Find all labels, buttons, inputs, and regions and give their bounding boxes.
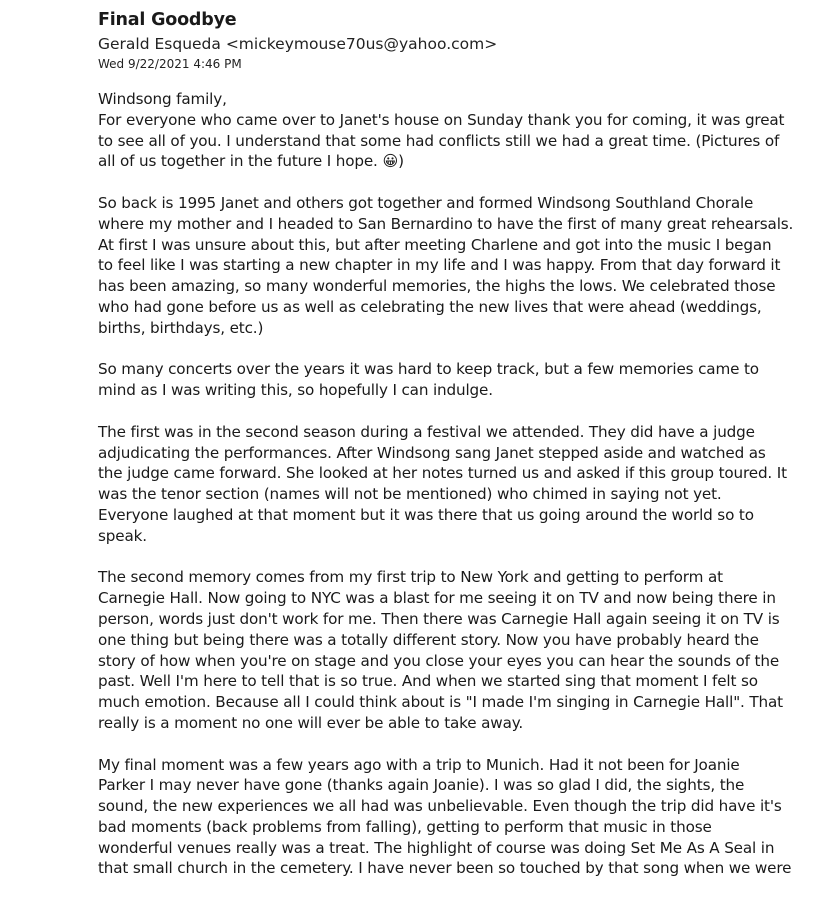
email-body	[98, 89, 794, 879]
body-line: much emotion. Because all I could think about is "I made I'm singing in Carnegie Hall". That	[98, 693, 783, 712]
body-line: At first I was unsure about this, but after meeting Charlene and got into the music I began	[98, 235, 772, 254]
body-line: past. Well I'm here to tell that is so true. And when we started sing that moment I felt so	[98, 672, 758, 691]
body-line: to feel like I was starting a new chapter in my life and I was happy. From that day forward it	[98, 256, 781, 275]
body-line: one thing but being there was a totally different story. Now you have probably heard the	[98, 630, 759, 649]
body-line: The first was in the second season during a festival we attended. They did have a judge	[98, 422, 755, 441]
email-sender[interactable]: Gerald Esqueda <mickeymouse70us@yahoo.com>	[98, 35, 498, 53]
body-line: Parker I may never have gone (thanks again Joanie). I was so glad I did, the sights, the	[98, 776, 745, 795]
body-line: births, birthdays, etc.)	[98, 318, 264, 337]
paragraph-founding	[98, 193, 794, 339]
body-line: mind as I was writing this, so hopefully I can indulge.	[98, 381, 493, 400]
body-line: all of us together in the future I hope. 😀)	[98, 152, 404, 171]
email-message	[98, 8, 794, 900]
greeting-line: Windsong family,	[98, 90, 227, 108]
paragraph-second-memory	[98, 567, 783, 733]
body-line: sound, the new experiences we all had was unbelievable. Even though the trip did have it's	[98, 797, 782, 816]
body-line: person, words just don't work for me. Then there was Carnegie Hall again seeing it on TV is	[98, 609, 780, 628]
body-line: the judge came forward. She looked at her notes turned us and asked if this group toured. It	[98, 464, 787, 483]
body-line: was the tenor section (names will not be mentioned) who chimed in saying not yet.	[98, 485, 722, 504]
email-date: Wed 9/22/2021 4:46 PM	[98, 57, 242, 71]
body-line: bad moments (back problems from falling), getting to perform that music in those	[98, 817, 712, 836]
body-line: story of how when you're on stage and you close your eyes you can hear the sounds of the	[98, 651, 780, 670]
body-line: So back is 1995 Janet and others got together and formed Windsong Southland Chorale	[98, 193, 754, 212]
body-line: that small church in the cemetery. I have never been so touched by that song when we were	[98, 859, 792, 878]
body-line: Everyone laughed at that moment but it was there that us going around the world so to	[98, 505, 754, 524]
paragraph-concerts	[98, 359, 758, 401]
body-line: Carnegie Hall. Now going to NYC was a blast for me seeing it on TV and now being there in	[98, 589, 776, 608]
body-line: wonderful venues really was a treat. The highlight of course was doing Set Me As A Seal in	[98, 838, 775, 857]
body-line: For everyone who came over to Janet's house on Sunday thank you for coming, it was great	[98, 110, 785, 129]
body-line: has been amazing, so many wonderful memories, the highs the lows. We celebrated those	[98, 277, 776, 296]
body-line: So many concerts over the years it was hard to keep track, but a few memories came to	[98, 360, 759, 379]
paragraph-first-memory	[98, 422, 787, 547]
body-line: to see all of you. I understand that some had conflicts still we had a great time. (Pictures of	[98, 131, 780, 150]
body-line: speak.	[98, 526, 147, 545]
body-line: really is a moment no one will ever be able to take away.	[98, 713, 524, 732]
paragraph-greeting	[98, 89, 785, 172]
body-line: who had gone before us as well as celebrating the new lives that were ahead (weddings,	[98, 297, 762, 316]
body-line: My final moment was a few years ago with a trip to Munich. Had it not been for Joanie	[98, 755, 740, 774]
body-line: adjudicating the performances. After Windsong sang Janet stepped aside and watched as	[98, 443, 766, 462]
body-line: The second memory comes from my first trip to New York and getting to perform at	[98, 568, 723, 587]
email-subject: Final Goodbye	[98, 10, 237, 30]
body-line: where my mother and I headed to San Bernardino to have the first of many great rehearsals.	[98, 214, 794, 233]
paragraph-final-memory	[98, 755, 792, 880]
